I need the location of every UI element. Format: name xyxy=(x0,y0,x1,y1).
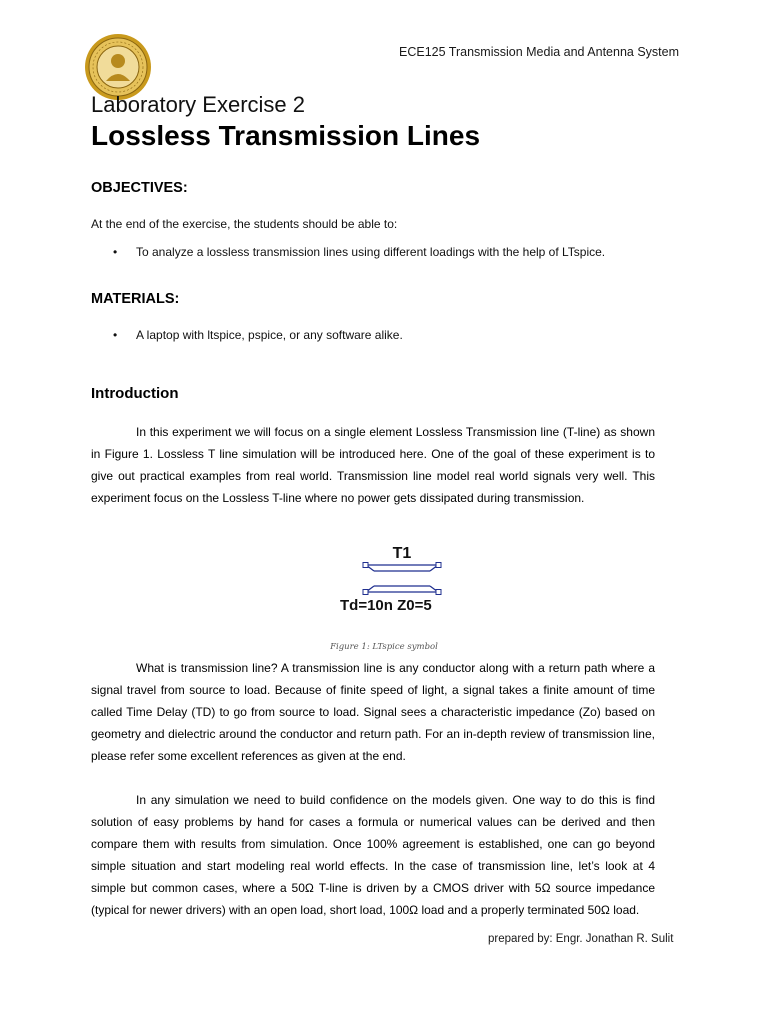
bullet-icon: • xyxy=(113,245,118,259)
page-title: Lossless Transmission Lines xyxy=(91,120,481,151)
lab-exercise-label: Laboratory Exercise 2 xyxy=(91,92,305,117)
objectives-heading: OBJECTIVES: xyxy=(91,180,188,196)
figure-caption: Figure 1: LTspice symbol xyxy=(330,642,438,652)
objective-item-text: To analyze a lossless transmission lines using different loadings with the help of LTspice. xyxy=(136,245,606,259)
materials-heading: MATERIALS: xyxy=(91,291,180,307)
material-item xyxy=(113,328,673,344)
objectives-intro: At the end of the exercise, the students should be able to: xyxy=(91,217,398,231)
bullet-icon: • xyxy=(113,328,118,342)
prepared-by-footer: prepared by: Engr. Jonathan R. Sulit xyxy=(488,933,674,945)
introduction-paragraph-3: In any simulation we need to build confidence on the models given. One way to do this is find solution of easy problems by hand for cases a formula or numerical values can be derived and then compare them with results from simulation. Once 100% agreement is established, one can go beyond simple situation and start modeling real world effects. In the case of transmission line, let’s look at 4 simple but common cases, where a 50Ω T-line is driven by a CMOS driver with 5Ω source impedance (typical for newer drivers) with an open load, short load, 100Ω load and a properly terminated 50Ω load. xyxy=(91,793,655,917)
course-title: ECE125 Transmission Media and Antenna System xyxy=(399,45,680,59)
introduction-heading: Introduction xyxy=(91,385,179,402)
ltspice-tline-symbol xyxy=(330,538,460,618)
figure-label-top: T1 xyxy=(392,545,412,562)
introduction-paragraph-1: In this experiment we will focus on a single element Lossless Transmission line (T-line) as shown in Figure 1. Lossless T line simulation will be introduced here. One of the goal of these experiment is to give out practical examples from real world. Transmission line model real world signals very well. This experiment focus on the Lossless T-line where no power gets dissipated during transmission. xyxy=(91,425,655,505)
material-item-text: A laptop with ltspice, pspice, or any software alike. xyxy=(136,328,403,342)
university-seal-icon xyxy=(84,33,152,101)
introduction-paragraph-2: What is transmission line? A transmission line is any conductor along with a return path where a signal travel from source to load. Because of finite speed of light, a signal takes a finite amount of time called Time Delay (TD) to go from source to load. Signal sees a characteristic impedance (Zo) based on geometry and dielectric around the conductor and return path. For an in-depth review of transmission line, please refer some excellent references as given at the end. xyxy=(91,661,655,763)
figure-label-bottom: Td=10n Z0=5 xyxy=(340,597,432,614)
objective-item xyxy=(113,245,673,261)
